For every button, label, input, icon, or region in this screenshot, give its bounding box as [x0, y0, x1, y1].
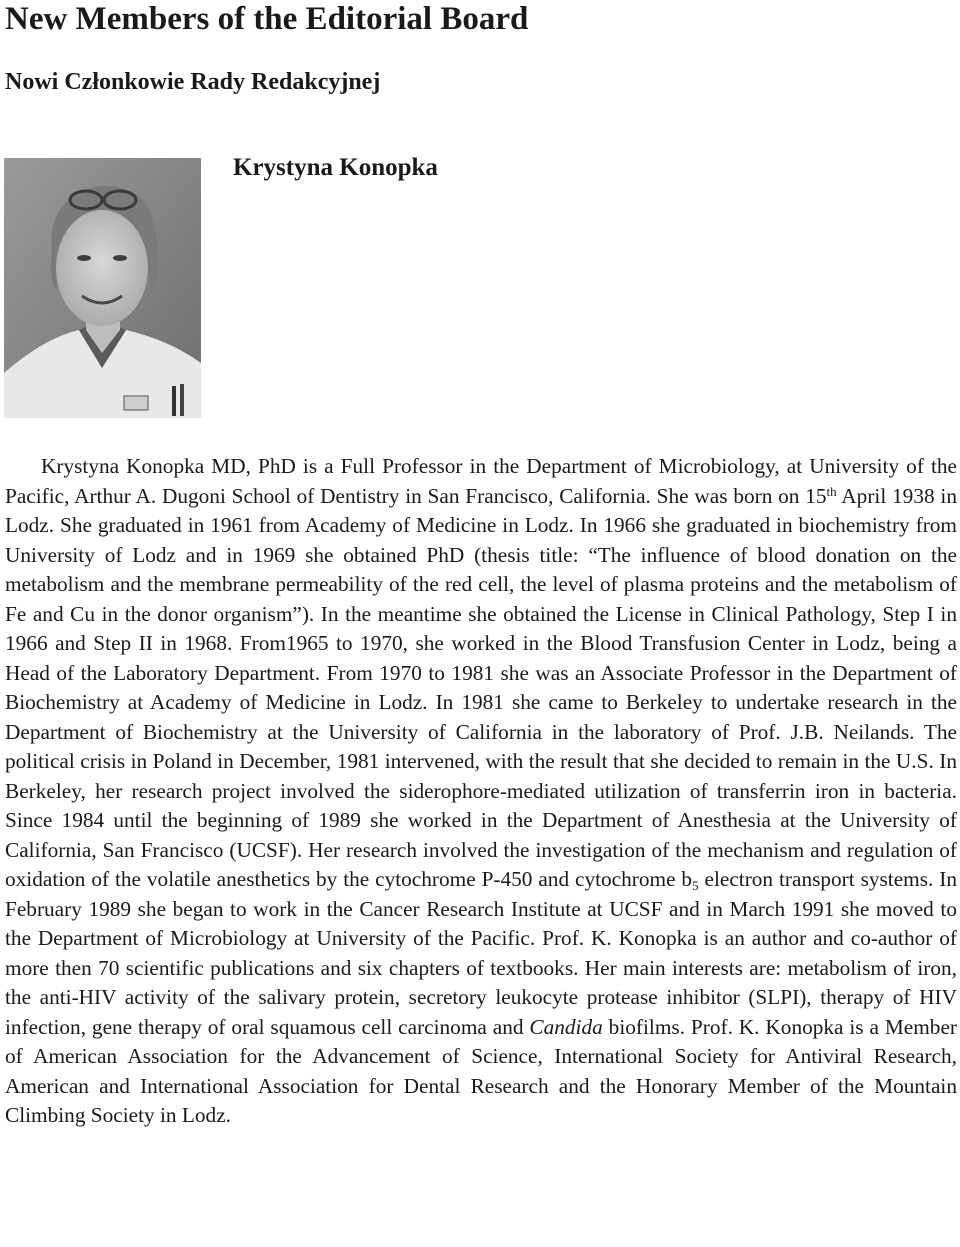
portrait-photo-icon: [4, 158, 201, 418]
bio-text: electron transport systems. In February 1989 she began to work in the Cancer Research Institute at UCSF and in March 1991 she moved to the Department of Microbiology at University of the Pacific. Prof. K. Konopka is an author and co-author of more then 70 scientific publications and six chapters of textbooks. Her main interests are: metabolism of iron, the anti-HIV activity of the salivary protein, secretory leukocyte protease inhibitor (SLPI), therapy of HIV infection, gene therapy of oral squamous cell carcinoma and: [5, 867, 957, 1039]
member-biography: [5, 452, 957, 1131]
bio-text: biofilms. Prof. K. Konopka is a Member of American Association for the Advancement of Science, International Society for Antiviral Research, American and International Association for Dental Research and the Honorary Member of the Mountain Climbing Society in Lodz.: [5, 1014, 957, 1127]
italic-term: Candida: [529, 1014, 603, 1039]
ordinal-suffix: th: [826, 483, 837, 499]
subscript: 5: [692, 878, 699, 893]
member-name: Krystyna Konopka: [233, 154, 438, 181]
bio-text: April 1938 in Lodz. She graduated in 1961 from Academy of Medicine in Lodz. In 1966 she graduated in biochemistry from University of Lodz and in 1969 she obtained PhD (thesis title: “The influence of blood donation on the metabolism and the membrane permeability of the red cell, the level of plasma proteins and the metabolism of Fe and Cu in the donor organism”). In the meantime she obtained the License in Clinical Pathology, Step I in 1966 and Step II in 1968. From1965 to 1970, she worked in the Blood Transfusion Center in Lodz, being a Head of the Laboratory Department. From 1970 to 1981 she was an Associate Professor in the Department of Biochemistry at Academy of Medicine in Lodz. In 1981 she came to Berkeley to undertake research in the Department of Biochemistry at the University of California in the laboratory of Prof. J.B. Neilands. The political crisis in Poland in December, 1981 intervened, with the result that she decided to remain in the U.S. In Berkeley, her research project involved the siderophore-mediated utilization of transferrin iron in bacteria. Since 1984 until the beginning of 1989 she worked in the Department of Anesthesia at the University of California, San Francisco (UCSF). Her research involved the investigation of the mechanism and regulation of oxidation of the volatile anesthetics by the cytochrome P-450 and cytochrome b: [5, 483, 957, 891]
page-title: New Members of the Editorial Board: [5, 1, 529, 37]
bio-text: Krystyna Konopka MD, PhD is a Full Professor in the Department of Microbiology, at University of the Pacific, Arthur A. Dugoni School of Dentistry in San Francisco, California. She was born on 15: [5, 454, 957, 508]
page-subtitle: Nowi Członkowie Rady Redakcyjnej: [5, 69, 381, 95]
